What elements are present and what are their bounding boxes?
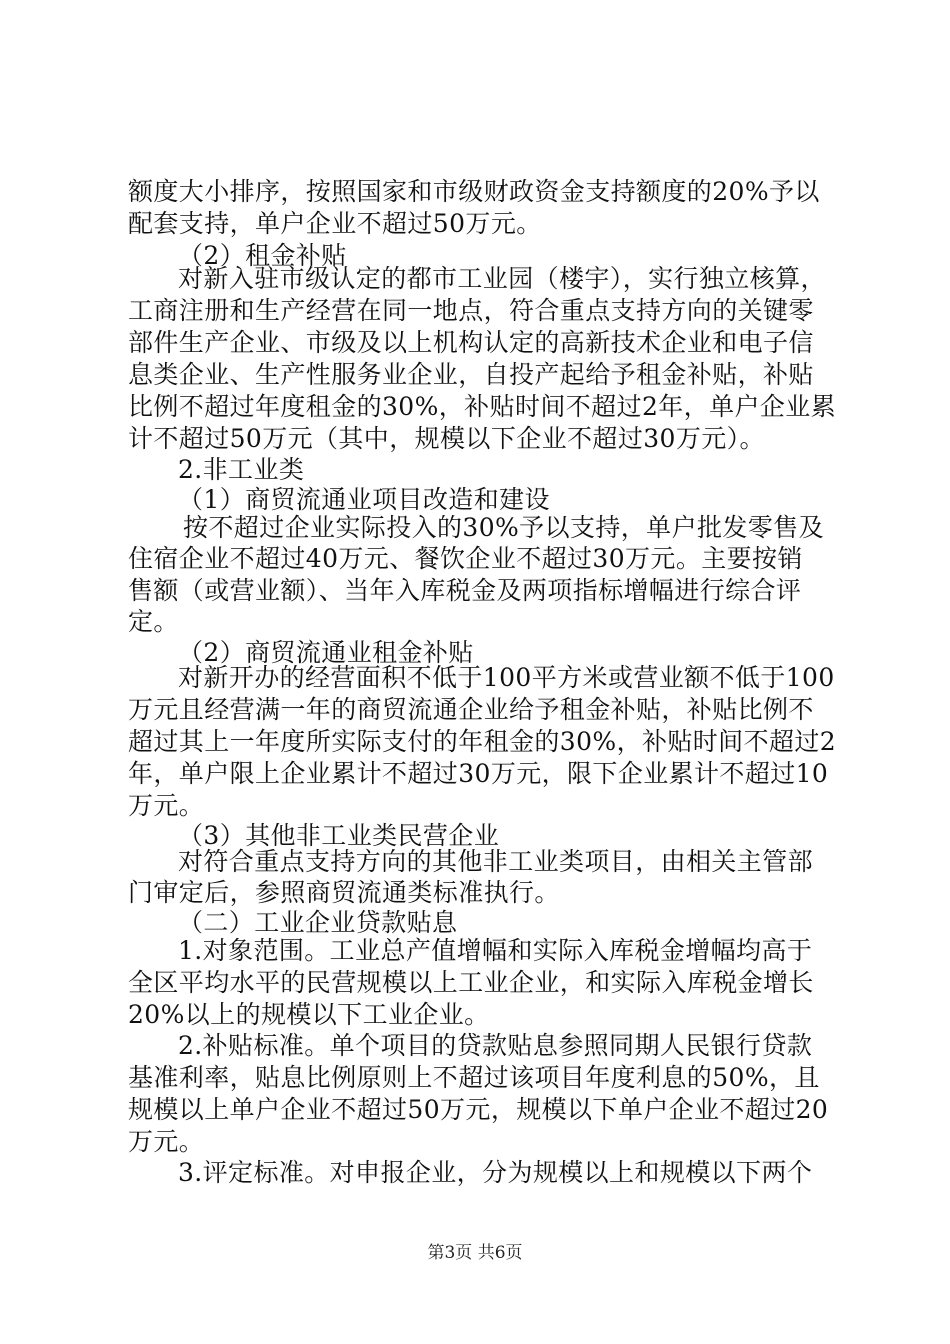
body-line: 万元且经营满一年的商贸流通企业给予租金补贴，补贴比例不 [128, 695, 814, 724]
body-line: 比例不超过年度租金的30%，补贴时间不超过2年，单户企业累 [128, 392, 837, 421]
body-line: 全区平均水平的民营规模以上工业企业，和实际入库税金增长 [128, 968, 814, 997]
body-line: 定。 [128, 607, 179, 636]
body-line: 超过其上一年度所实际支付的年租金的30%，补贴时间不超过2 [128, 727, 837, 756]
page-number-footer: 第3页 共6页 [427, 1243, 523, 1263]
body-line: 门审定后，参照商贸流通类标准执行。 [128, 878, 560, 907]
body-line: 1.对象范围。工业总产值增幅和实际入库税金增幅均高于 [178, 936, 813, 965]
body-line: 20%以上的规模以下工业企业。 [128, 1000, 490, 1029]
body-line: 万元。 [128, 1127, 205, 1156]
section-heading: （2）租金补贴 [178, 241, 347, 270]
section-heading: 2.非工业类 [178, 455, 305, 484]
body-line: 息类企业、生产性服务业企业，自投产起给予租金补贴，补贴 [128, 360, 814, 389]
body-line: 工商注册和生产经营在同一地点，符合重点支持方向的关键零 [128, 296, 814, 325]
section-heading: （二）工业企业贷款贴息 [178, 908, 458, 937]
body-line: 3.评定标准。对申报企业，分为规模以上和规模以下两个 [178, 1158, 813, 1187]
body-line: 部件生产企业、市级及以上机构认定的高新技术企业和电子信 [128, 328, 814, 357]
body-line: 规模以上单户企业不超过50万元，规模以下单户企业不超过20 [128, 1095, 829, 1124]
body-line: 年，单户限上企业累计不超过30万元，限下企业累计不超过10 [128, 759, 829, 788]
body-line: 住宿企业不超过40万元、餐饮企业不超过30万元。主要按销 [128, 544, 803, 573]
body-line: 额度大小排序，按照国家和市级财政资金支持额度的20%予以 [128, 177, 820, 206]
section-heading: （1）商贸流通业项目改造和建设 [178, 485, 550, 514]
body-line: 配套支持，单户企业不超过50万元。 [128, 209, 542, 238]
body-line: 对新入驻市级认定的都市工业园（楼宇），实行独立核算， [178, 264, 826, 293]
section-heading: （2）商贸流通业租金补贴 [178, 638, 474, 667]
body-line: 万元。 [128, 791, 205, 820]
body-line: 计不超过50万元（其中，规模以下企业不超过30万元）。 [128, 424, 765, 453]
body-line: 基准利率，贴息比例原则上不超过该项目年度利息的50%，且 [128, 1063, 820, 1092]
body-line: 售额（或营业额）、当年入库税金及两项指标增幅进行综合评 [128, 576, 802, 605]
body-line: 对新开办的经营面积不低于100平方米或营业额不低于100 [178, 663, 835, 692]
body-line: 2.补贴标准。单个项目的贷款贴息参照同期人民银行贷款 [178, 1031, 813, 1060]
section-heading: （3）其他非工业类民营企业 [178, 821, 500, 850]
body-line: 按不超过企业实际投入的30%予以支持，单户批发零售及 [183, 513, 824, 542]
body-line: 对符合重点支持方向的其他非工业类项目，由相关主管部 [178, 847, 814, 876]
